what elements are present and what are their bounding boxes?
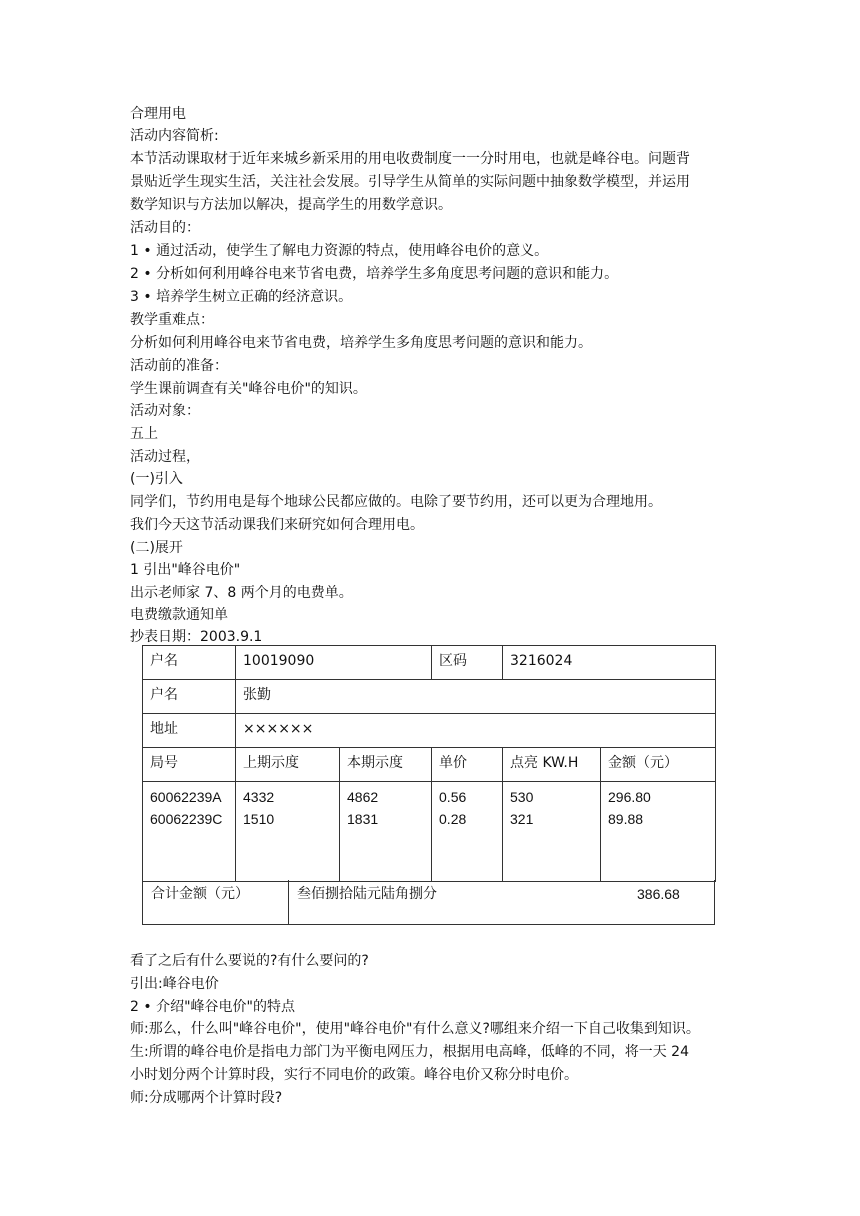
paragraph-line: 同学们，节约用电是每个地球公民都应做的。电除了要节约用，还可以更为合理地用。 bbox=[130, 494, 662, 510]
cell-label: 户名 bbox=[143, 646, 236, 680]
list-item: 1 引出"峰谷电价" bbox=[130, 562, 241, 578]
bill-table bbox=[142, 645, 716, 882]
section-heading: 教学重难点： bbox=[130, 312, 214, 328]
cell-line: 4332 bbox=[243, 789, 275, 805]
cell-line: 60062239C bbox=[150, 811, 223, 827]
unit-price-cell bbox=[432, 782, 503, 882]
cell-line: 1831 bbox=[347, 811, 379, 827]
cell-line: 0.56 bbox=[439, 789, 467, 805]
previous-reading-cell bbox=[236, 782, 340, 882]
table-row bbox=[143, 782, 716, 882]
paragraph-line: 我们今天这节活动课我们来研究如何合理用电。 bbox=[130, 517, 424, 533]
cell-label: 地址 bbox=[143, 714, 236, 748]
cell-value: ×××××× bbox=[236, 714, 716, 748]
paragraph-line: 五上 bbox=[130, 426, 158, 442]
column-header: 本期示度 bbox=[340, 748, 432, 782]
current-reading-cell bbox=[340, 782, 432, 882]
paragraph-line: 师:分成哪两个计算时段? bbox=[130, 1090, 283, 1106]
section-heading: 活动内容简析: bbox=[130, 128, 219, 144]
cell-line: 296.80 bbox=[608, 789, 651, 805]
cell-value: 3216024 bbox=[503, 646, 716, 680]
table-header-row bbox=[143, 748, 716, 782]
paragraph-line: 师:那么，什么叫"峰谷电价"，使用"峰谷电价"有什么意义?哪组来介绍一下自己收集到知识。 bbox=[130, 1021, 700, 1037]
paragraph-line: 出示老师家 7、8 两个月的电费单。 bbox=[130, 585, 353, 601]
paragraph-line: 分析如何利用峰谷电来节省电费，培养学生多角度思考问题的意识和能力。 bbox=[130, 335, 592, 351]
total-label: 合计金额（元） bbox=[151, 886, 249, 902]
cell-value: 张勤 bbox=[236, 680, 716, 714]
section-heading: 活动目的： bbox=[130, 220, 200, 236]
total-amount-words: 叁佰捌拾陆元陆角捌分 bbox=[297, 886, 437, 902]
cell-line: 321 bbox=[510, 811, 534, 827]
doc-title: 合理用电 bbox=[130, 106, 186, 122]
column-header: 点亮 KW.H bbox=[503, 748, 601, 782]
total-row bbox=[142, 880, 715, 925]
bill-title: 电费缴款通知单 bbox=[130, 607, 228, 623]
meter-id-cell bbox=[143, 782, 236, 882]
subsection-heading: (二)展开 bbox=[130, 540, 183, 556]
cell-line: 0.28 bbox=[439, 811, 467, 827]
paragraph-line: 景贴近学生现实生活，关注社会发展。引导学生从简单的实际问题中抽象数学模型，并运用 bbox=[130, 174, 690, 190]
list-item: 1 • 通过活动，使学生了解电力资源的特点，使用峰谷电价的意义。 bbox=[130, 243, 549, 259]
paragraph-line: 数学知识与方法加以解决，提高学生的用数学意识。 bbox=[130, 197, 452, 213]
column-header: 局号 bbox=[143, 748, 236, 782]
cell-line: 60062239A bbox=[150, 789, 222, 805]
table-row bbox=[143, 646, 716, 680]
cell-label: 区码 bbox=[432, 646, 503, 680]
paragraph-line: 学生课前调查有关"峰谷电价"的知识。 bbox=[130, 381, 367, 397]
list-item: 2 • 介绍"峰谷电价"的特点 bbox=[130, 999, 295, 1015]
section-heading: 活动前的准备： bbox=[130, 358, 228, 374]
paragraph-line: 本节活动课取材于近年来城乡新采用的用电收费制度一一分时用电，也就是峰谷电。问题背 bbox=[130, 151, 690, 167]
cell-line: 1510 bbox=[243, 811, 275, 827]
list-item: 2 • 分析如何利用峰谷电来节省电费，培养学生多角度思考问题的意识和能力。 bbox=[130, 266, 619, 282]
paragraph-line: 引出:峰谷电价 bbox=[130, 976, 219, 992]
total-amount: 386.68 bbox=[637, 886, 680, 902]
amount-cell bbox=[601, 782, 716, 882]
column-header: 金额（元） bbox=[601, 748, 716, 782]
list-item: 3 • 培养学生树立正确的经济意识。 bbox=[130, 289, 353, 305]
subsection-heading: (一)引入 bbox=[130, 471, 183, 487]
paragraph-line: 小时划分两个计算时段，实行不同电价的政策。峰谷电价又称分时电价。 bbox=[130, 1067, 578, 1083]
reading-date: 抄表日期：2003.9.1 bbox=[130, 629, 263, 645]
column-header: 单价 bbox=[432, 748, 503, 782]
table-row bbox=[143, 714, 716, 748]
cell-label: 户名 bbox=[143, 680, 236, 714]
cell-line: 4862 bbox=[347, 789, 379, 805]
table-row bbox=[143, 680, 716, 714]
usage-cell bbox=[503, 782, 601, 882]
column-header: 上期示度 bbox=[236, 748, 340, 782]
cell-line: 89.88 bbox=[608, 811, 644, 827]
paragraph-line: 生:所谓的峰谷电价是指电力部门为平衡电网压力，根据用电高峰，低峰的不同，将一天 24 bbox=[130, 1044, 689, 1060]
paragraph-line: 看了之后有什么要说的?有什么要问的? bbox=[130, 953, 369, 969]
cell-value: 10019090 bbox=[236, 646, 432, 680]
section-heading: 活动过程， bbox=[130, 449, 200, 465]
section-heading: 活动对象： bbox=[130, 403, 200, 419]
cell-line: 530 bbox=[510, 789, 534, 805]
